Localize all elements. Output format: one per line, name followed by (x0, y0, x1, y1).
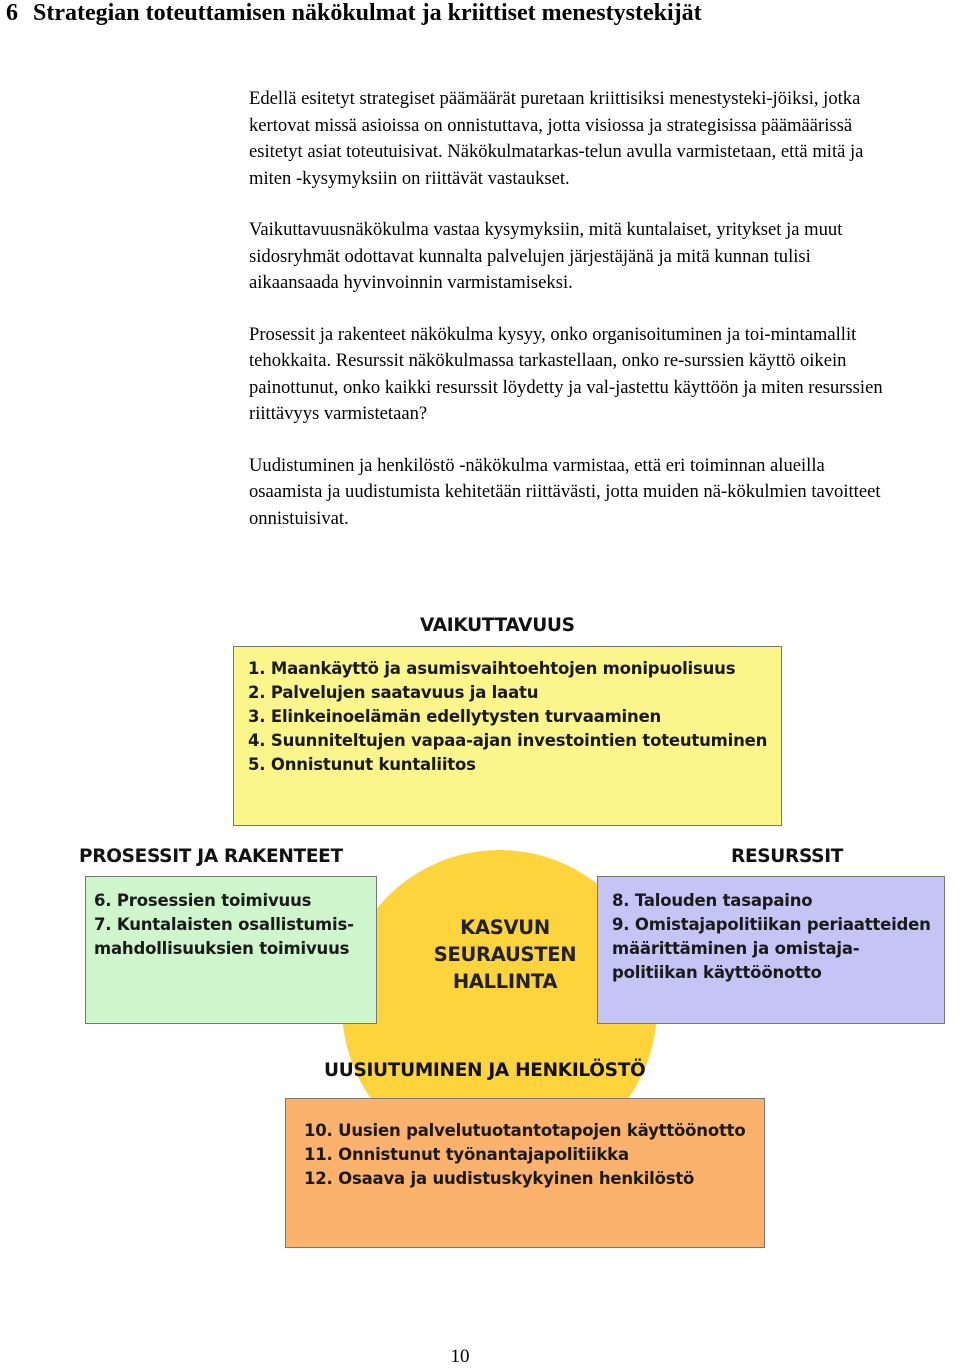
vaikuttavuus-box (233, 646, 782, 826)
center-line: HALLINTA (452, 970, 558, 993)
list-item: 6. Prosessien toimivuus (94, 891, 312, 910)
list-item: 2. Palvelujen saatavuus ja laatu (248, 683, 539, 702)
uudistuminen-label: UUSIUTUMINEN JA HENKILÖSTÖ (324, 1060, 646, 1081)
center-line: SEURAUSTEN (433, 943, 577, 966)
list-item: 7. Kuntalaisten osallistumis-mahdollisuuksien toimivuus (94, 915, 354, 958)
section-title: Strategian toteuttamisen näkökulmat ja kriittiset menestystekijät (33, 0, 702, 26)
prosessit-box (85, 876, 377, 1024)
list-item: 9. Omistajapolitiikan periaatteiden määrittäminen ja omistaja-politiikan käyttöönotto (612, 915, 931, 982)
paragraph-vaikuttavuus: Vaikuttavuusnäkökulma vastaa kysymyksiin, mitä kuntalaiset, yritykset ja muut sidosryhmät odottavat kunnalta palvelujen järjestäjänä ja mitä kunnan tulisi aikaansaada hyvinvoinnin varmistamiseksi. (249, 219, 843, 293)
uudistuminen-box (285, 1098, 765, 1248)
list-item: 11. Onnistunut työnantajapolitiikka (304, 1145, 629, 1164)
list-item: 5. Onnistunut kuntaliitos (248, 755, 476, 774)
list-item: 8. Talouden tasapaino (612, 891, 813, 910)
section-number: 6 (6, 0, 18, 26)
paragraph-uudistuminen: Uudistuminen ja henkilöstö -näkökulma varmistaa, että eri toiminnan alueilla osaamista ja uudistumista kehitetään riittävästi, jotta muiden nä-kökulmien tavoitteet onnistuisivat. (249, 454, 881, 529)
body-text (249, 86, 899, 557)
list-item: 3. Elinkeinoelämän edellytysten turvaaminen (248, 707, 662, 726)
list-item: 12. Osaava ja uudistuskykyinen henkilöstö (304, 1169, 695, 1188)
paragraph-intro: Edellä esitetyt strategiset päämäärät puretaan kriittisiksi menestysteki-jöiksi, jotka kertovat missä asioissa on onnistuttava, jotta visiossa ja strategisissa päämäärissä esitetyt asiat toteutuisivat. Näkökulmatarkas-telun avulla varmistetaan, että mitä ja miten -kysymyksiin on riittävät vastaukset. (249, 88, 864, 189)
prosessit-label: PROSESSIT JA RAKENTEET (79, 846, 343, 867)
list-item: 4. Suunniteltujen vapaa-ajan investointien toteutuminen (248, 731, 768, 750)
vaikuttavuus-label: VAIKUTTAVUUS (420, 615, 575, 636)
section-heading (6, 0, 946, 28)
paragraph-prosessit-resurssit: Prosessit ja rakenteet näkökulma kysyy, onko organisoituminen ja toi-mintamallit tehokkaita. Resurssit näkökulmassa tarkastellaan, onko re-surssien käyttö oikein painottunut, onko kaikki resurssit löydetty ja val-jastettu käyttöön ja miten resurssien riittävyys varmistetaan? (249, 323, 883, 424)
list-item: 1. Maankäyttö ja asumisvaihtoehtojen monipuolisuus (248, 659, 736, 678)
resurssit-label: RESURSSIT (731, 846, 844, 867)
center-text (400, 914, 610, 995)
list-item: 10. Uusien palvelutuotantotapojen käyttöönotto (304, 1121, 746, 1140)
page-number: 10 (450, 1346, 470, 1367)
center-line: KASVUN (460, 916, 550, 939)
perspectives-diagram (0, 600, 960, 1260)
resurssit-box (597, 876, 945, 1024)
